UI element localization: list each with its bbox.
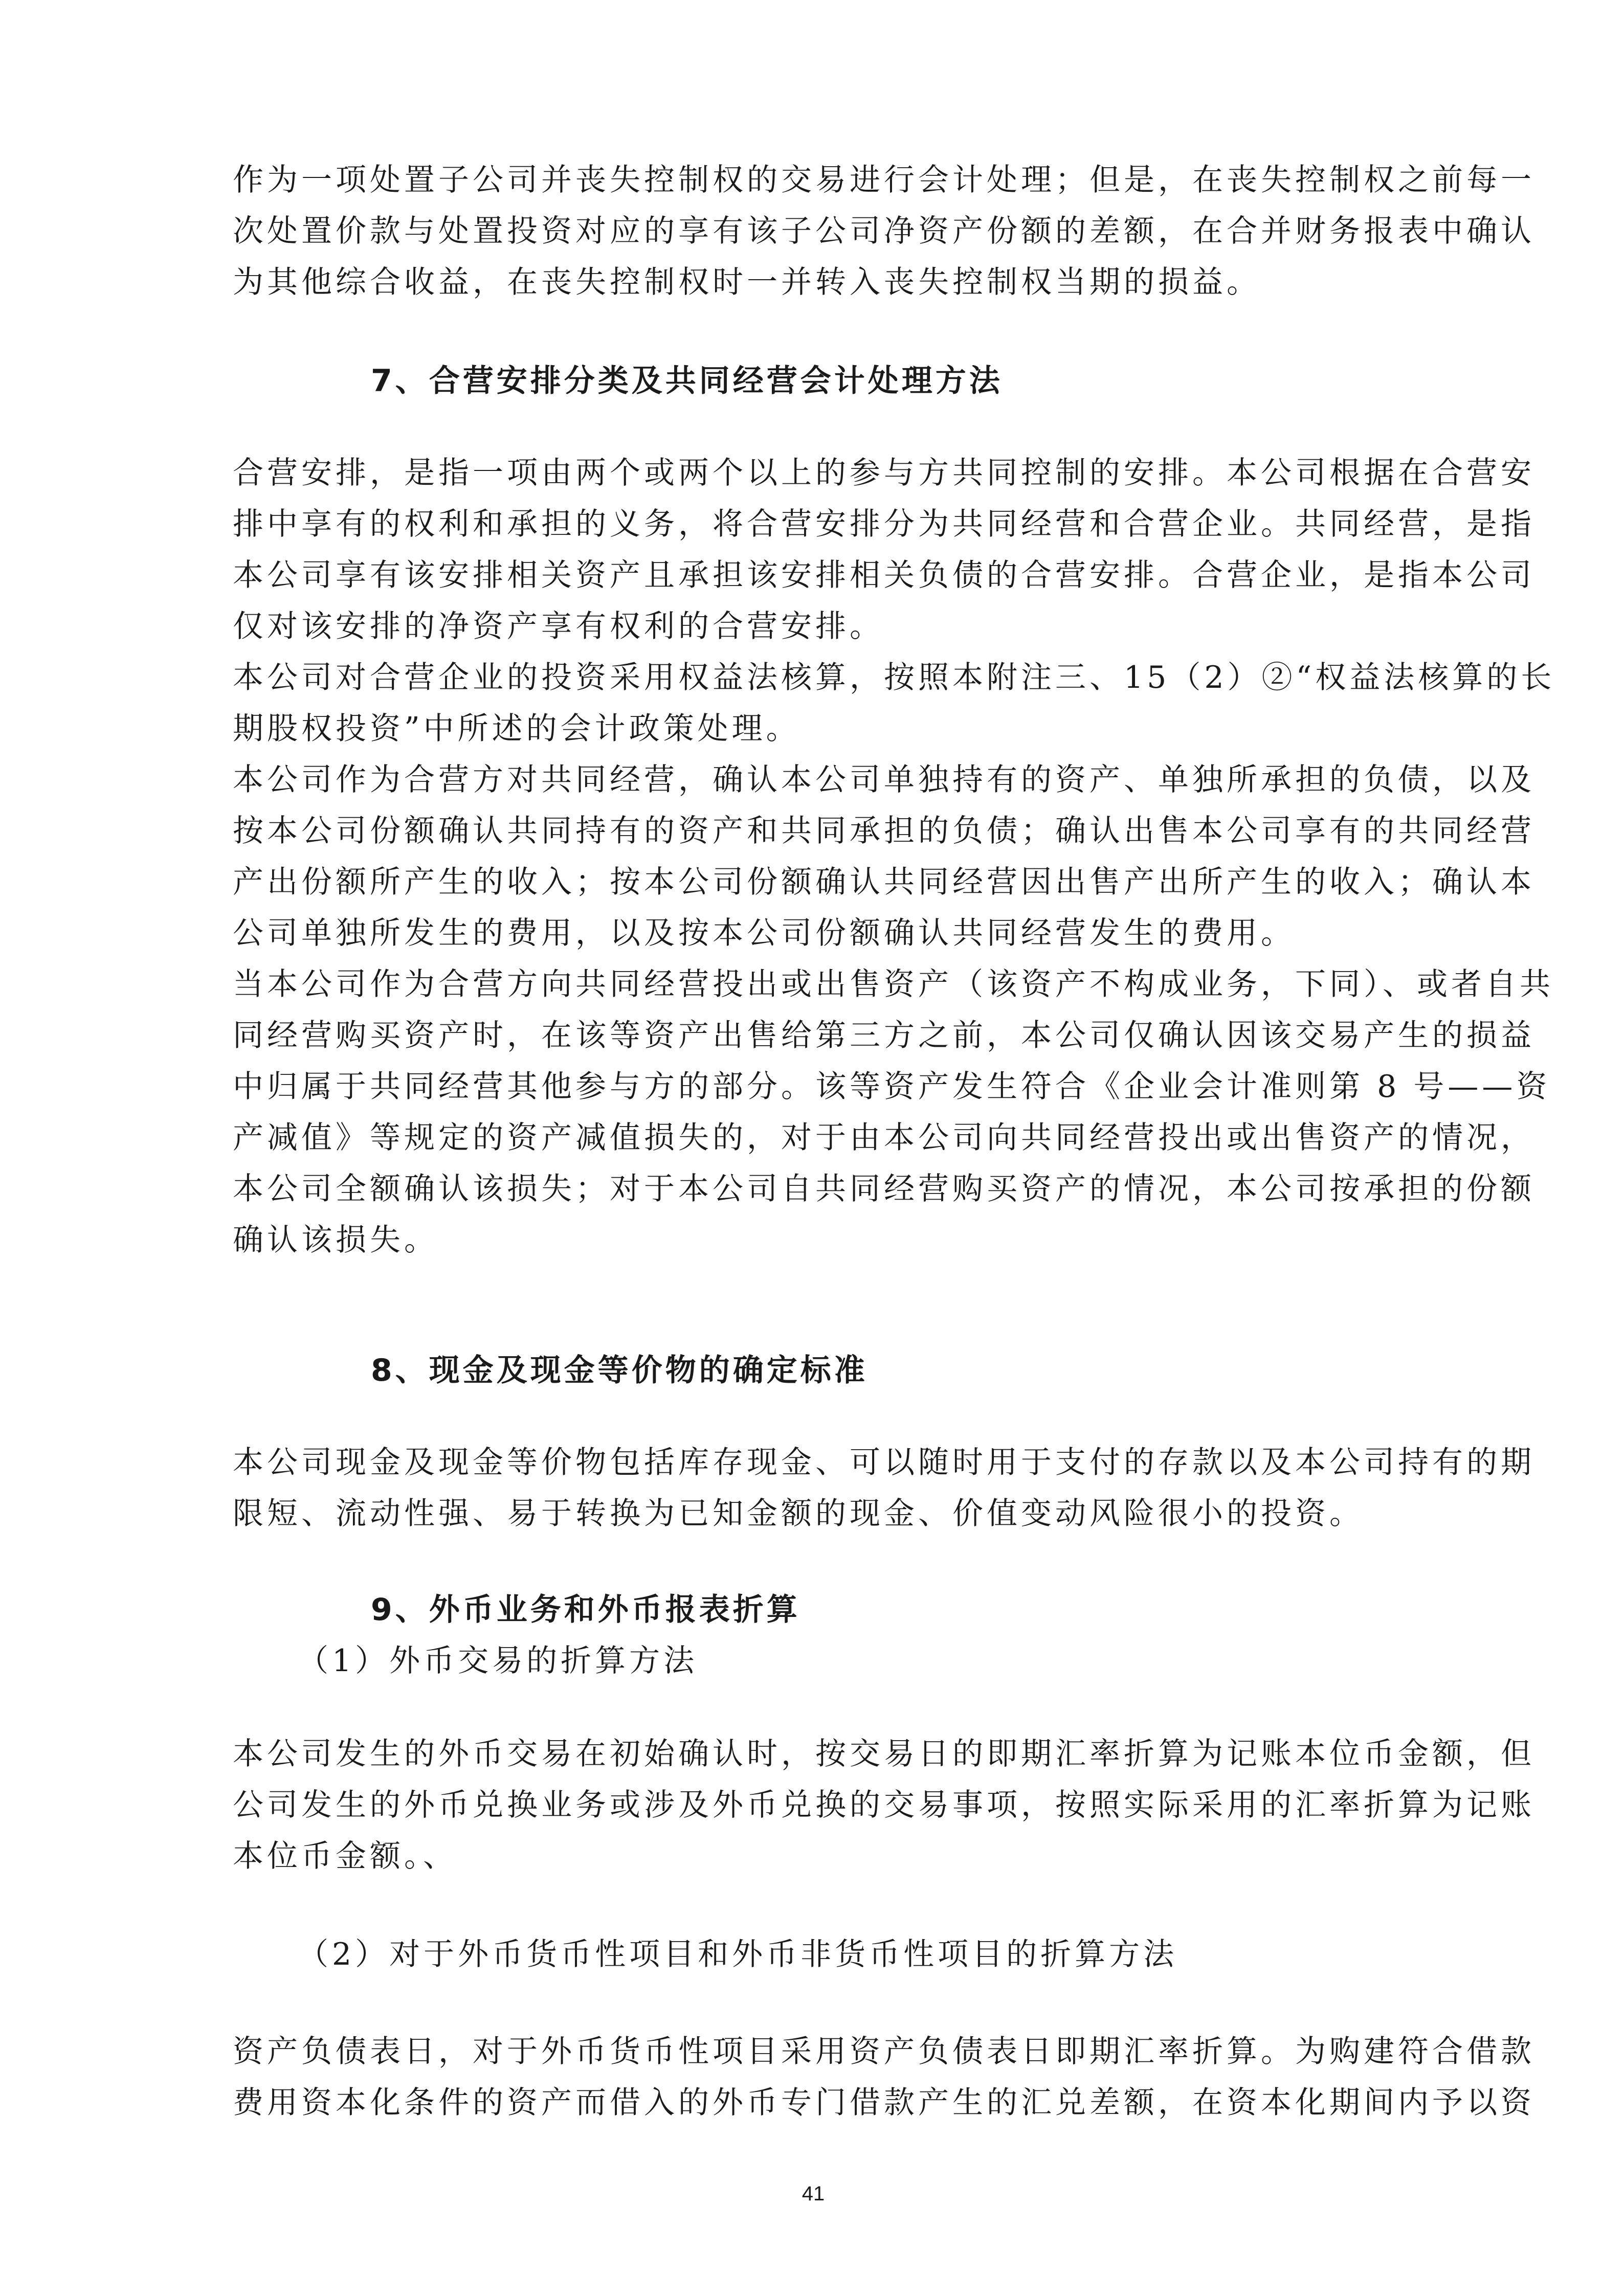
- body-text-line: 资产负债表日，对于外币货币性项目采用资产负债表日即期汇率折算。为购建符合借款: [233, 2034, 1535, 2069]
- body-text-line: 仅对该安排的净资产享有权利的合营安排。: [233, 609, 884, 644]
- body-text-line: 次处置价款与处置投资对应的享有该子公司净资产份额的差额，在合并财务报表中确认: [233, 213, 1535, 249]
- body-text-line: 公司发生的外币兑换业务或涉及外币兑换的交易事项，按照实际采用的汇率折算为记账: [233, 1787, 1535, 1823]
- body-text-line: 排中享有的权利和承担的义务，将合营安排分为共同经营和合营企业。共同经营，是指: [233, 506, 1535, 542]
- body-text-line: 当本公司作为合营方向共同经营投出或出售资产（该资产不构成业务，下同）、或者自共: [233, 966, 1554, 1002]
- body-text-line: 限短、流动性强、易于转换为已知金额的现金、价值变动风险很小的投资。: [233, 1496, 1364, 1532]
- body-text-line: 产减值》等规定的资产减值损失的，对于由本公司向共同经营投出或出售资产的情况，: [233, 1120, 1535, 1156]
- body-text-line: 本位币金额。、: [233, 1838, 457, 1874]
- subsection-heading-9-1: （1）外币交易的折算方法: [298, 1643, 698, 1679]
- body-text-line: 为其他综合收益，在丧失控制权时一并转入丧失控制权当期的损益。: [233, 264, 1261, 300]
- body-text-line: 中归属于共同经营其他参与方的部分。该等资产发生符合《企业会计准则第 8 号——资: [233, 1069, 1551, 1105]
- body-text-line: 合营安排，是指一项由两个或两个以上的参与方共同控制的安排。本公司根据在合营安: [233, 455, 1535, 491]
- body-text-line: 同经营购买资产时，在该等资产出售给第三方之前，本公司仅确认因该交易产生的损益: [233, 1018, 1535, 1053]
- body-text-line: 确认该损失。: [233, 1222, 438, 1258]
- body-text-line: 本公司全额确认该损失；对于本公司自共同经营购买资产的情况，本公司按承担的份额: [233, 1171, 1535, 1207]
- body-text-line: 本公司发生的外币交易在初始确认时，按交易日的即期汇率折算为记账本位币金额，但: [233, 1736, 1535, 1772]
- body-text-line: 产出份额所产生的收入；按本公司份额确认共同经营因出售产出所产生的收入；确认本: [233, 864, 1535, 900]
- page-number: 41: [802, 2182, 825, 2205]
- section-heading-8: 8、现金及现金等价物的确定标准: [371, 1353, 868, 1388]
- body-text-line: 按本公司份额确认共同持有的资产和共同承担的负债；确认出售本公司享有的共同经营: [233, 813, 1535, 849]
- body-text-line: 作为一项处置子公司并丧失控制权的交易进行会计处理；但是，在丧失控制权之前每一: [233, 162, 1535, 198]
- body-text-line: 期股权投资”中所述的会计政策处理。: [233, 711, 800, 747]
- section-heading-7: 7、合营安排分类及共同经营会计处理方法: [371, 363, 1003, 399]
- subsection-heading-9-2: （2）对于外币货币性项目和外币非货币性项目的折算方法: [298, 1937, 1178, 1972]
- body-text-line: 本公司现金及现金等价物包括库存现金、可以随时用于支付的存款以及本公司持有的期: [233, 1445, 1535, 1480]
- body-text-line: 本公司作为合营方对共同经营，确认本公司单独持有的资产、单独所承担的负债，以及: [233, 762, 1535, 798]
- body-text-line: 公司单独所发生的费用，以及按本公司份额确认共同经营发生的费用。: [233, 915, 1295, 951]
- section-heading-9: 9、外币业务和外币报表折算: [371, 1592, 800, 1628]
- body-text-line: 本公司享有该安排相关资产且承担该安排相关负债的合营安排。合营企业，是指本公司: [233, 557, 1535, 593]
- body-text-line: 费用资本化条件的资产而借入的外币专门借款产生的汇兑差额，在资本化期间内予以资: [233, 2085, 1535, 2121]
- body-text-line: 本公司对合营企业的投资采用权益法核算，按照本附注三、15（2）②“权益法核算的长: [233, 660, 1555, 695]
